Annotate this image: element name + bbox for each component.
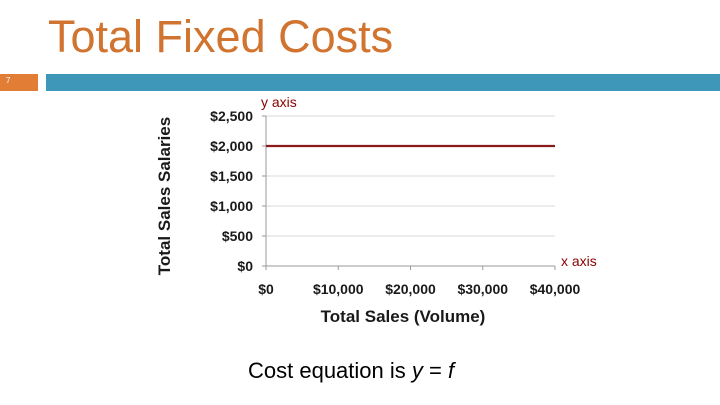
equation-var-y: y [411, 358, 423, 383]
y-tick-label-1: $500 [221, 228, 253, 244]
y-axis-annotation: y axis [261, 94, 297, 110]
x-tick-labels [258, 281, 580, 297]
chart-gridlines [266, 116, 555, 236]
y-tick-label-5: $2,500 [210, 108, 253, 124]
x-tick-label-1: $10,000 [312, 281, 364, 297]
chart-axes [262, 116, 555, 270]
y-tick-label-3: $1,500 [210, 168, 253, 184]
y-axis-title: Total Sales Salaries [155, 116, 174, 276]
y-tick-label-4: $2,000 [210, 138, 253, 154]
x-axis-title: Total Sales (Volume) [320, 307, 486, 326]
equation-equals: = [422, 358, 448, 383]
x-tick-label-3: $30,000 [457, 281, 509, 297]
slide-title: Total Fixed Costs [48, 11, 394, 62]
y-tick-label-2: $1,000 [210, 198, 253, 214]
cost-equation [248, 358, 454, 384]
x-axis-annotation: x axis [561, 253, 597, 269]
x-tick-label-0: $0 [258, 281, 274, 297]
x-tick-label-2: $20,000 [385, 281, 436, 297]
slide-number: 7 [6, 76, 11, 85]
equation-prefix: Cost equation is [248, 358, 412, 383]
y-tick-label-0: $0 [237, 258, 253, 274]
equation-var-f: f [447, 358, 455, 383]
y-tick-labels [210, 108, 253, 274]
x-tick-label-4: $40,000 [529, 281, 581, 297]
